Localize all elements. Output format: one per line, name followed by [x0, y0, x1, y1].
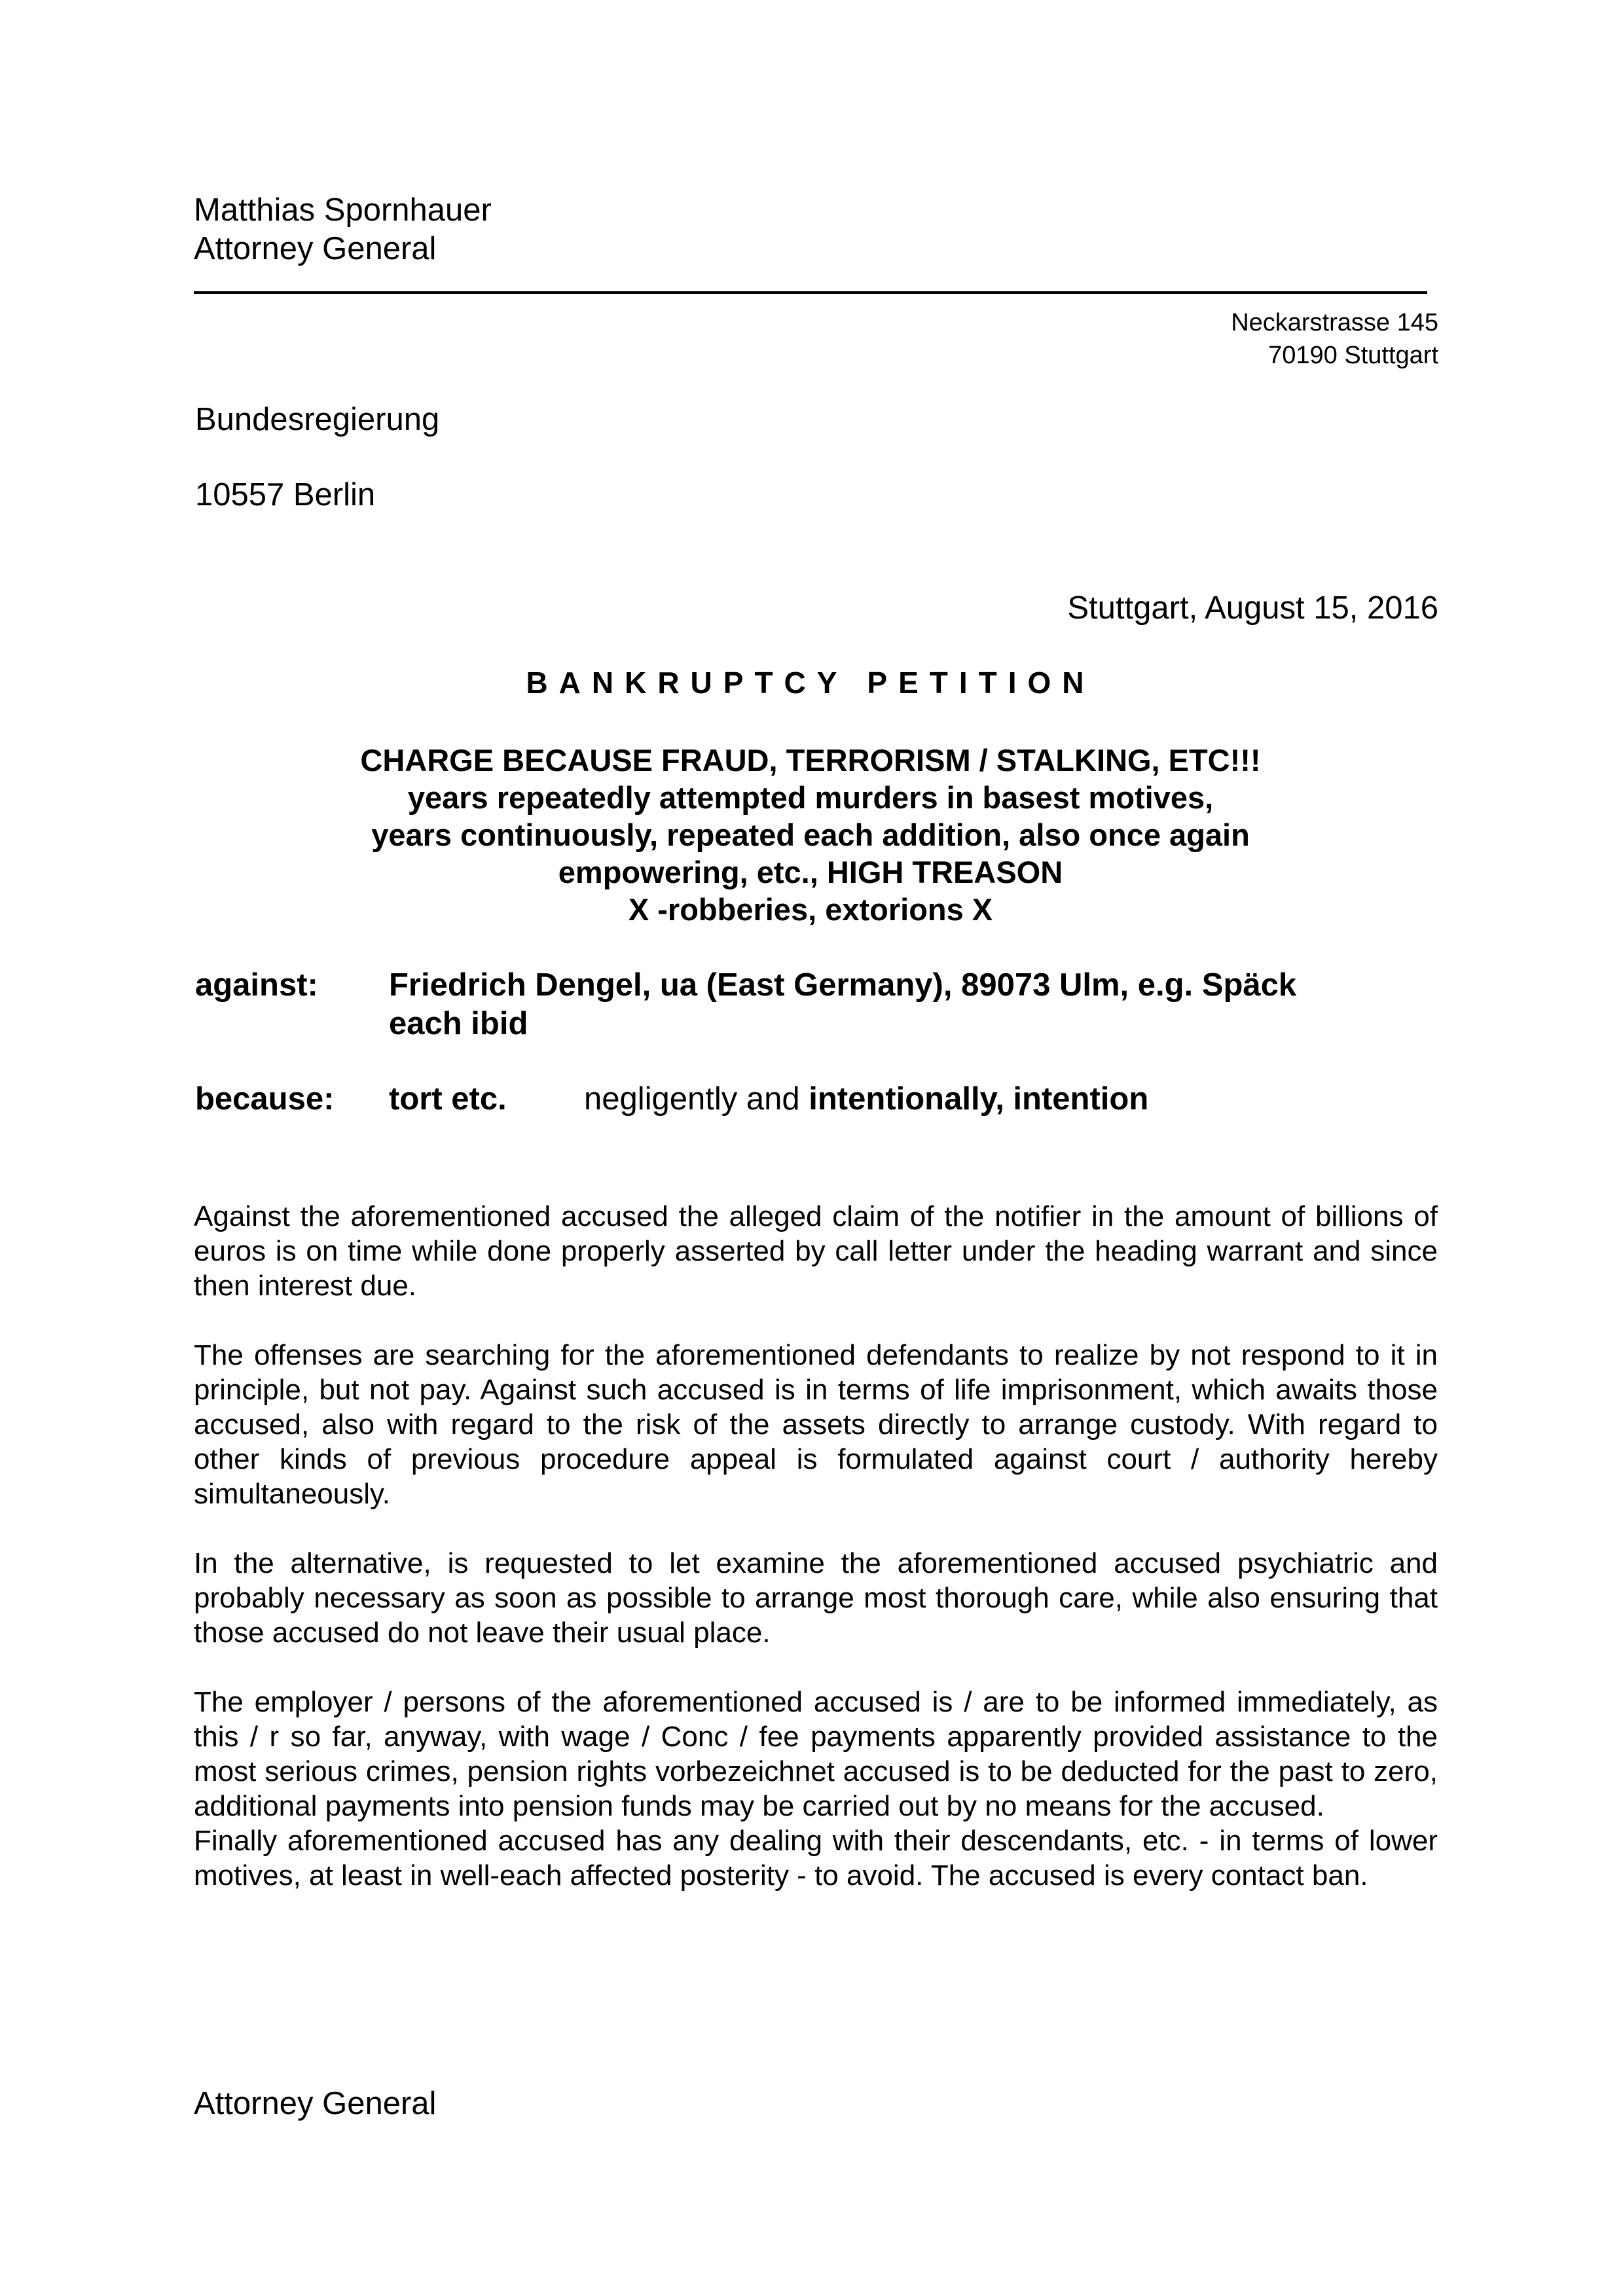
sender-street: Neckarstrasse 145 — [1231, 309, 1438, 336]
because-label: because: — [195, 1081, 335, 1117]
charge-line: years repeatedly attempted murders in basest motives, — [407, 780, 1214, 815]
charge-line: CHARGE BECAUSE FRAUD, TERRORISM / STALKING, ETC!!! — [360, 743, 1261, 778]
signature: Attorney General — [194, 2086, 437, 2121]
header-divider — [194, 291, 1427, 294]
body-paragraph: The offenses are searching for the aforementioned defendants to realize by not respond to it in principle, but not pay. Against such accused is in terms of life imprisonment, which awaits those accused, also with regard to the risk of the assets directly to arrange custody. With regard to other kinds of previous procedure appeal is formulated against court / authority hereby simultaneously. — [194, 1339, 1438, 1510]
body-paragraph: The employer / persons of the aforementioned accused is / are to be informed immediately, as this / r so far, anyway, with wage / Conc / fee payments apparently provided assistance to the most serious crimes, pension rights vorbezeichnet accused is to be deducted for the past to zero, additional payments into pension funds may be carried out by no means for the accused. — [194, 1686, 1438, 1822]
against-line: each ibid — [389, 1006, 528, 1041]
against-line: Friedrich Dengel, ua (East Germany), 89073 Ulm, e.g. Späck — [389, 967, 1297, 1003]
sender-title: Attorney General — [194, 231, 437, 266]
sender-city: 70190 Stuttgart — [1268, 342, 1438, 369]
recipient-block — [195, 401, 439, 514]
charge-line: empowering, etc., HIGH TREASON — [558, 855, 1063, 889]
because-detail-normal: negligently and — [584, 1081, 809, 1117]
because-detail-bold: intentionally, intention — [809, 1081, 1149, 1117]
sender-name: Matthias Spornhauer — [194, 192, 492, 228]
recipient-city: 10557 Berlin — [195, 477, 376, 512]
because-value: tort etc. — [389, 1081, 507, 1117]
against-value — [389, 966, 1436, 1043]
document-title: BANKRUPTCY PETITION — [526, 666, 1095, 700]
body-paragraph: In the alternative, is requested to let examine the aforementioned accused psychiatric and probably necessary as soon as possible to arrange most thorough care, while also ensuring that those accused do not leave their usual place. — [194, 1547, 1438, 1649]
sender-address — [1231, 306, 1438, 372]
sender-block — [194, 191, 492, 268]
letter-body — [194, 1199, 1438, 1928]
because-detail — [584, 1080, 1148, 1119]
charge-line: X -robberies, extorions X — [628, 892, 993, 927]
charge-block — [194, 742, 1427, 928]
body-paragraph: Against the aforementioned accused the alleged claim of the notifier in the amount of billions of euros is on time while done properly asserted by call letter under the heading warrant and since then interest due. — [194, 1200, 1438, 1302]
body-paragraph: Finally aforementioned accused has any dealing with their descendants, etc. - in terms of lower motives, at least in well-each affected posterity - to avoid. The accused is every contact ban. — [194, 1825, 1438, 1892]
charge-line: years continuously, repeated each addition, also once again — [371, 817, 1250, 852]
against-label: against: — [195, 967, 318, 1003]
recipient-name: Bundesregierung — [195, 402, 440, 437]
letter-date: Stuttgart, August 15, 2016 — [1067, 590, 1438, 626]
